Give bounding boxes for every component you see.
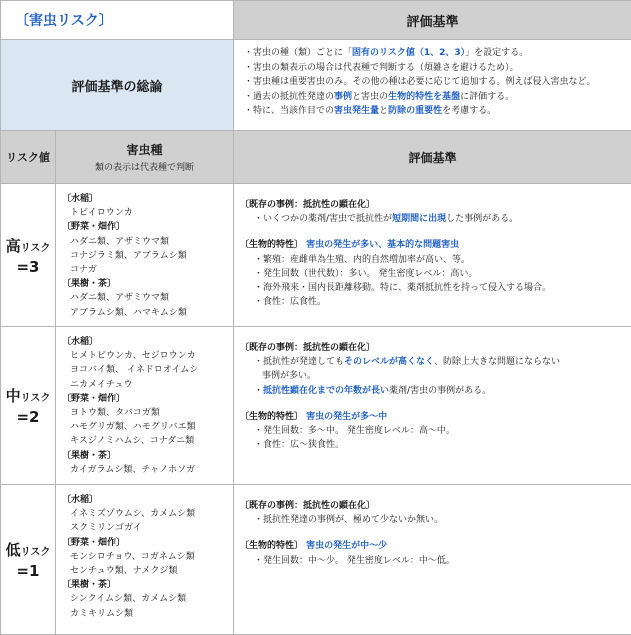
- pest-list-high: [56, 184, 234, 327]
- criteria-heading: 〔既存の事例：抵抗性の顕在化〕: [240, 341, 631, 355]
- list-item: ハダニ類、アザミウマ類: [62, 235, 233, 249]
- risk-value-medium: 中リスク =2: [1, 327, 56, 485]
- criteria-heading: 〔生物的特性〕 害虫の発生が中～少: [240, 539, 631, 553]
- summary-row: [1, 40, 631, 131]
- criteria-line: ・繁殖：産雌単為生殖、内的自然増加率が高い、等。: [240, 253, 631, 267]
- list-item: センチュウ類、ナメクジ類: [62, 564, 233, 578]
- list-item: コナジラミ類、アブラムシ類: [62, 249, 233, 263]
- risk-column-header: リスク値: [1, 131, 56, 184]
- table-title: 〔害虫リスク〕: [1, 1, 234, 40]
- criteria-column-header: 評価基準: [234, 131, 631, 184]
- list-item: ハモグリガ類、ハモグリバエ類: [62, 420, 233, 434]
- summary-line-4: ・過去の抵抗性発達の事例と害虫の生物的特性を基盤に評価する。: [244, 90, 631, 105]
- list-item: キスジノミハムシ、コナダニ類: [62, 434, 233, 448]
- criteria-line: ・食性：広食性。: [240, 295, 631, 309]
- category-label: 〔果樹・茶〕: [62, 277, 233, 291]
- criteria-high: [234, 184, 631, 327]
- criteria-line: ・抵抗性が発達してもそのレベルが高くなく、防除上大きな問題にならない: [240, 355, 631, 369]
- category-label: 〔野菜・畑作〕: [62, 220, 233, 234]
- category-label: 〔野菜・畑作〕: [62, 536, 233, 550]
- risk-row-low: [1, 485, 631, 635]
- column-header-row: [1, 131, 631, 184]
- pest-list-medium: [56, 327, 234, 485]
- summary-line-3: ・害虫種は重要害虫のみ。その他の種は必要に応じて追加する。例えば侵入害虫など。: [244, 75, 631, 90]
- category-label: 〔水稲〕: [62, 493, 233, 507]
- risk-value-low: 低リスク =1: [1, 485, 56, 635]
- category-label: 〔果樹・茶〕: [62, 578, 233, 592]
- criteria-heading: 〔既存の事例：抵抗性の顕在化〕: [240, 499, 631, 513]
- category-label: 〔水稲〕: [62, 192, 233, 206]
- list-item: スクミリンゴガイ: [62, 521, 233, 535]
- list-item: ニカメイチュウ: [62, 378, 233, 392]
- criteria-medium: [234, 327, 631, 485]
- header-row: [1, 1, 631, 40]
- criteria-heading: 〔生物的特性〕 害虫の発生が多い、基本的な問題害虫: [240, 238, 631, 252]
- criteria-header: 評価基準: [234, 1, 631, 40]
- list-item: シンクイムシ類、カメムシ類: [62, 592, 233, 606]
- list-item: トビイロウンカ: [62, 206, 233, 220]
- summary-body: [234, 40, 631, 131]
- summary-line-1: ・害虫の種（類）ごとに「固有のリスク値（1、2、3）」を設定する。: [244, 46, 631, 61]
- criteria-line: ・いくつかの薬剤/害虫で抵抗性が短期間に出現した事例がある。: [240, 212, 631, 226]
- category-label: 〔果樹・茶〕: [62, 449, 233, 463]
- pest-column-header: [56, 131, 234, 184]
- list-item: ヨコバイ類、 イネドロオイムシ: [62, 363, 233, 377]
- criteria-line: ・食性：広～狭食性。: [240, 438, 631, 452]
- list-item: カミキリムシ類: [62, 607, 233, 621]
- pest-header-title: 害虫種: [56, 141, 233, 158]
- pest-list-low: [56, 485, 234, 635]
- criteria-line: ・抵抗性顕在化までの年数が長い薬剤/害虫の事例がある。: [240, 384, 631, 398]
- criteria-low: [234, 485, 631, 635]
- criteria-heading: 〔生物的特性〕 害虫の発生が多～中: [240, 410, 631, 424]
- summary-line-5: ・特に、当該作目での害虫発生量と防除の重要性を考慮する。: [244, 104, 631, 119]
- risk-row-medium: [1, 327, 631, 485]
- category-label: 〔野菜・畑作〕: [62, 392, 233, 406]
- criteria-line: ・発生回数：中～少。 発生密度レベル：中～低。: [240, 554, 631, 568]
- criteria-line: ・抵抗性発達の事例が、極めて少ないか無い。: [240, 513, 631, 527]
- list-item: ハダニ類、アザミウマ類: [62, 291, 233, 305]
- risk-row-high: [1, 184, 631, 327]
- category-label: 〔水稲〕: [62, 335, 233, 349]
- list-item: ヒメトビウンカ、セジロウンカ: [62, 349, 233, 363]
- list-item: コナガ: [62, 263, 233, 277]
- risk-value-high: 高リスク =3: [1, 184, 56, 327]
- pest-header-sub: 類の表示は代表種で判断: [56, 160, 233, 173]
- list-item: カイガラムシ類、チャノホソガ: [62, 463, 233, 477]
- summary-label: 評価基準の総論: [1, 40, 234, 131]
- criteria-heading: 〔既存の事例：抵抗性の顕在化〕: [240, 198, 631, 212]
- list-item: イネミズゾウムシ、カメムシ類: [62, 507, 233, 521]
- list-item: ヨトウ類、タバコガ類: [62, 406, 233, 420]
- criteria-line: 事例が多い。: [240, 369, 631, 383]
- list-item: モンシロチョウ、コガネムシ類: [62, 550, 233, 564]
- criteria-line: ・海外飛来・国内長距離移動。特に、薬剤抵抗性を持って侵入する場合。: [240, 281, 631, 295]
- list-item: アブラムシ類、ハマキムシ類: [62, 306, 233, 320]
- summary-line-2: ・害虫の類表示の場合は代表種で判断する（煩雑さを避けるため）。: [244, 61, 631, 76]
- criteria-line: ・発生回数（世代数）：多い。 発生密度レベル：高い。: [240, 267, 631, 281]
- criteria-line: ・発生回数：多～中。 発生密度レベル：高～中。: [240, 424, 631, 438]
